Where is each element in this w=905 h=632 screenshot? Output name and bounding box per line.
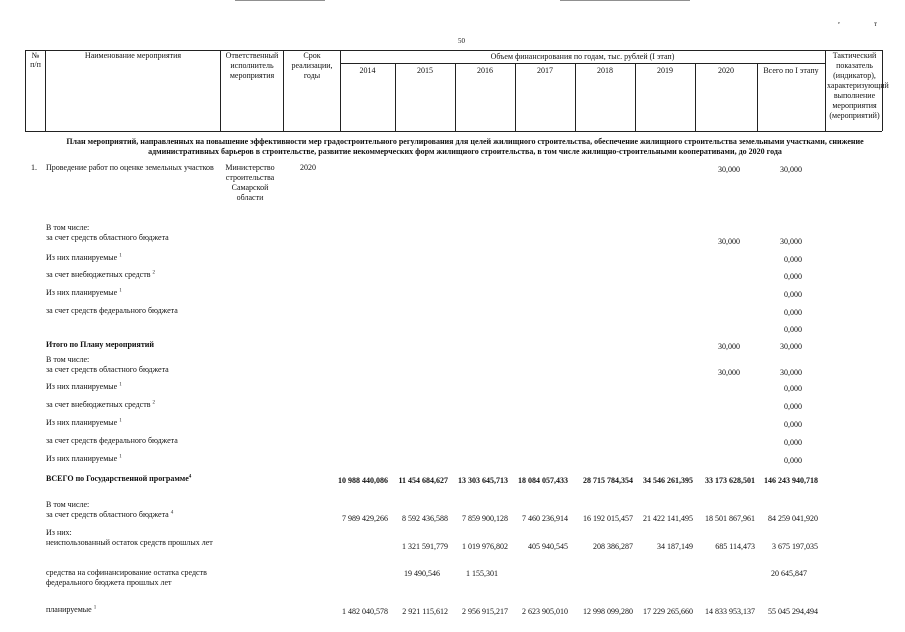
itogo-subrow-label: [46, 400, 155, 409]
itogo-subrow-total: 30,000: [780, 368, 802, 377]
vsego-subrow-value: 14 833 953,137: [705, 607, 755, 616]
itogo-subrow-2020: 30,000: [718, 368, 740, 377]
vsego-2014: 10 988 440,086: [338, 476, 388, 485]
item-responsible: Министерство строительства Самарской области: [225, 163, 275, 202]
vsego-subrow-value: 7 989 429,266: [342, 514, 388, 523]
itogo-total: 30,000: [780, 342, 802, 351]
subrow-label-text: Из них планируемые: [46, 382, 118, 391]
vsego-2015: 11 454 684,627: [398, 476, 448, 485]
vsego-subrow-value: 34 187,149: [657, 542, 693, 551]
header-indicator: Тактический показатель (индикатор), характеризующий выполнение мероприятия (мероприятий): [827, 51, 889, 120]
vsego-subrow-value: 2 921 115,612: [402, 607, 448, 616]
subrow-label: [46, 253, 122, 262]
header-num: № п/п: [30, 51, 41, 69]
header-year-2019: 2019: [657, 66, 673, 75]
itogo-subrow-total: 0,000: [784, 456, 802, 465]
subrow-total: 0,000: [784, 290, 802, 299]
vsego-2019: 34 546 261,395: [643, 476, 693, 485]
corner-mark: ᵉ: [838, 20, 840, 28]
header-year-2018: 2018: [597, 66, 613, 75]
vsego-subrow-value: 19 490,546: [404, 569, 440, 578]
plan-title: План мероприятий, направленных на повышение эффективности мер градостроительного регулирования для целей жилищного строительства, обеспечение жилищного строительства земельными участками, снижение административных барьеров в строительстве, развитие некоммерческих форм жилищного строительства, в том числе жилищно-строительными кооперативами, до 2020 года: [66, 137, 864, 156]
itogo-subrow-label: [46, 454, 122, 463]
vsego-subrow-value: 21 422 141,495: [643, 514, 693, 523]
subrow-label: [46, 270, 155, 279]
itogo-subrow-total: 0,000: [784, 384, 802, 393]
header-year-2015: 2015: [417, 66, 433, 75]
itogo-subrow-label: [46, 382, 122, 391]
vsego-2018: 28 715 784,354: [583, 476, 633, 485]
footnote-mark: 1: [93, 605, 97, 611]
page-number: 50: [458, 37, 465, 45]
vsego-label-text: ВСЕГО по Государственной программе: [46, 474, 189, 483]
header-year-2017: 2017: [537, 66, 553, 75]
subrow-label-text: за счет внебюджетных средств: [46, 400, 151, 409]
itogo-subrow-label: [46, 418, 122, 427]
vsego-subrow-value: 1 321 591,779: [402, 542, 448, 551]
vsego-subrow-value: 685 114,473: [715, 542, 755, 551]
subrow-label-text: Из них планируемые: [46, 418, 118, 427]
itogo-subrow-total: 0,000: [784, 420, 802, 429]
scan-edge-mark: [235, 0, 325, 1]
vsego-subrow-value: 84 259 041,920: [768, 514, 818, 523]
scan-edge-mark: [560, 0, 690, 1]
subrow-label: [46, 288, 122, 297]
subrow-label: В том числе: за счет средств областного бюджета: [46, 223, 169, 242]
header-responsible: Ответственный исполнитель мероприятия: [225, 51, 279, 80]
itogo-subrow-total: 0,000: [784, 438, 802, 447]
header-year-2014: 2014: [359, 66, 376, 75]
header-total: Всего по I этапу: [763, 66, 819, 75]
vsego-2017: 18 084 057,433: [518, 476, 568, 485]
vsego-2016: 13 303 645,713: [458, 476, 508, 485]
header-term: Срок реализации, годы: [291, 51, 333, 80]
vsego-subrow-label: [46, 500, 173, 520]
header-year-2020: 2020: [718, 66, 734, 75]
item-number: 1.: [31, 163, 37, 172]
vsego-subrow-value: 1 482 040,578: [342, 607, 388, 616]
vsego-subrow-value: 7 460 236,914: [522, 514, 568, 523]
vsego-subrow-value: 2 623 905,010: [522, 607, 568, 616]
subrow-label-text: Из них планируемые: [46, 454, 118, 463]
footnote-mark: 1: [119, 454, 122, 460]
vsego-subrow-value: 8 592 436,588: [402, 514, 448, 523]
vsego-subrow-label: Из них: неиспользованный остаток средств прошлых лет: [46, 528, 213, 547]
vsego-subrow-value: 12 998 099,280: [583, 607, 633, 616]
vsego-subrow-value: 18 501 867,961: [705, 514, 755, 523]
vsego-subrow-value: 20 645,847: [771, 569, 807, 578]
vsego-subrow-value: 405 940,545: [528, 542, 568, 551]
footnote-mark: 4: [170, 510, 174, 516]
vsego-subrow-value: 55 045 294,494: [768, 607, 818, 616]
vsego-subrow-value: 17 229 265,660: [643, 607, 693, 616]
vsego-subrow-value: 3 675 197,035: [772, 542, 818, 551]
footnote-mark: 4: [188, 474, 192, 480]
vsego-subrow-value: 1 155,301: [466, 569, 498, 578]
itogo-subrow-label: В том числе: за счет средств областного бюджета: [46, 355, 169, 374]
header-funding: Объем финансирования по годам, тыс. рублей (I этап): [490, 52, 675, 61]
item-name: Проведение работ по оценке земельных участков: [46, 163, 214, 172]
vsego-subrow-text: планируемые: [46, 605, 92, 614]
footnote-mark: 1: [119, 288, 122, 294]
subrow-label: за счет средств федерального бюджета: [46, 306, 178, 315]
subrow-label-text: за счет внебюджетных средств: [46, 270, 151, 279]
vsego-2020: 33 173 628,501: [705, 476, 755, 485]
subrow-total: 0,000: [784, 325, 802, 334]
footnote-mark: 2: [152, 400, 156, 406]
vsego-subrow-value: 2 956 915,217: [462, 607, 508, 616]
header-name: Наименование мероприятия: [84, 51, 182, 60]
subrow-total: 30,000: [780, 237, 802, 246]
itogo-subrow-total: 0,000: [784, 402, 802, 411]
subrow-total: 0,000: [784, 255, 802, 264]
subrow-total: 0,000: [784, 308, 802, 317]
itogo-2020: 30,000: [718, 342, 740, 351]
vsego-label: [46, 474, 216, 484]
vsego-subrow-value: 7 859 900,128: [462, 514, 508, 523]
vsego-subrow-value: 16 192 015,457: [583, 514, 633, 523]
vsego-total: 146 243 940,718: [764, 476, 818, 485]
footnote-mark: 1: [119, 253, 122, 259]
footnote-mark: 2: [152, 270, 156, 276]
subrow-total: 0,000: [784, 272, 802, 281]
header-year-2016: 2016: [477, 66, 493, 75]
subrow-label-text: Из них планируемые: [46, 253, 118, 262]
footnote-mark: 1: [119, 382, 122, 388]
vsego-subrow-value: 1 019 976,802: [462, 542, 508, 551]
subrow-label-text: Из них планируемые: [46, 288, 118, 297]
subrow-2020: 30,000: [718, 237, 740, 246]
vsego-subrow-label: средства на софинансирование остатка средств федерального бюджета прошлых лет: [46, 568, 207, 587]
item-term: 2020: [300, 163, 316, 172]
vsego-subrow-value: 208 386,287: [593, 542, 633, 551]
vsego-subrow-text: В том числе: за счет средств областного бюджета: [46, 500, 169, 519]
item-2020-value: 30,000: [718, 165, 740, 174]
corner-mark: т: [874, 20, 878, 28]
footnote-mark: 1: [119, 418, 122, 424]
item-total-value: 30,000: [780, 165, 802, 174]
itogo-label: Итого по Плану мероприятий: [46, 340, 155, 349]
itogo-subrow-label: за счет средств федерального бюджета: [46, 436, 178, 445]
vsego-subrow-label: [46, 605, 96, 614]
